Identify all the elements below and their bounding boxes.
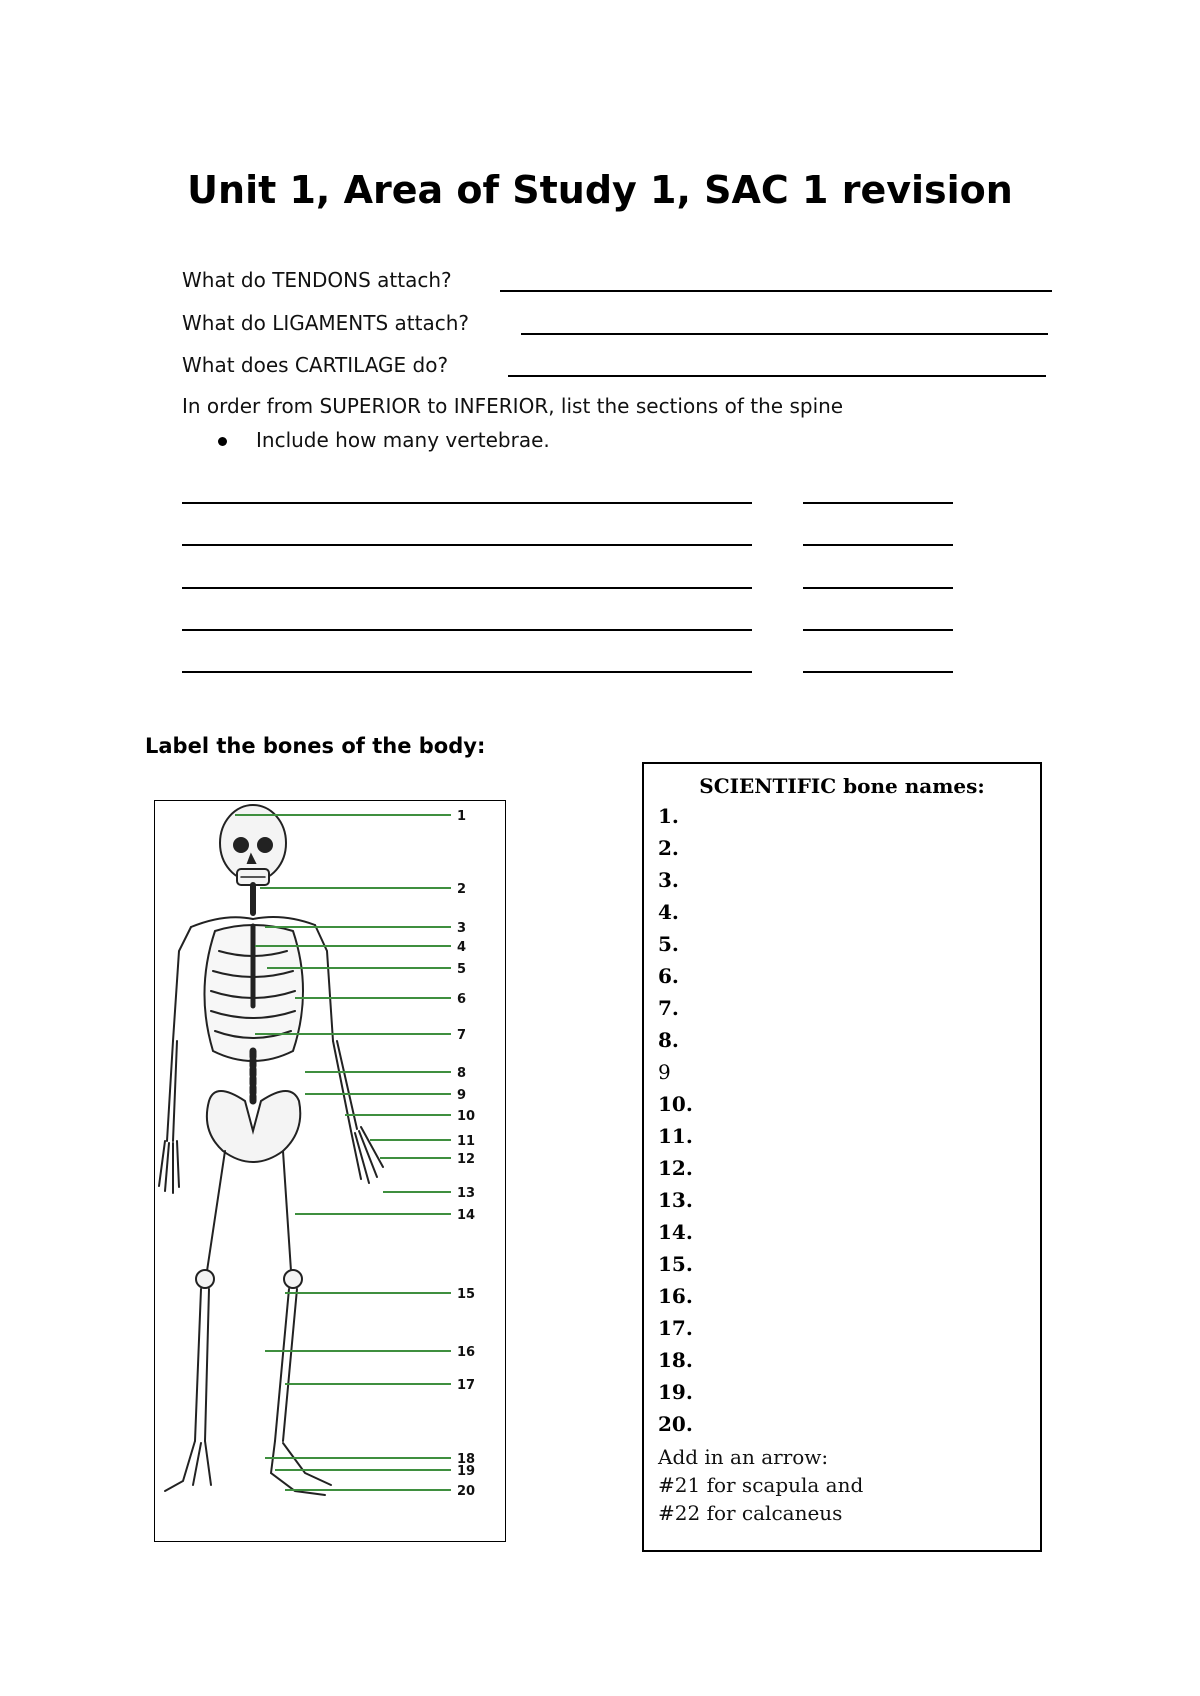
bone-name-item[interactable]: 18. — [658, 1348, 693, 1372]
spine-section-line[interactable] — [182, 671, 752, 673]
bone-name-item[interactable]: 20. — [658, 1412, 693, 1436]
diagram-number-label: 13 — [457, 1186, 476, 1201]
diagram-number-label: 9 — [457, 1088, 467, 1103]
vertebrae-count-line[interactable] — [803, 502, 953, 504]
arrow-instruction-calcaneus: #22 for calcaneus — [658, 1501, 843, 1525]
question-spine-order: In order from SUPERIOR to INFERIOR, list the sections of the spine — [182, 394, 844, 418]
diagram-number-label: 4 — [457, 940, 467, 955]
bone-names-box — [642, 762, 1042, 1552]
label-bones-heading: Label the bones of the body: — [145, 734, 486, 758]
bone-name-item[interactable]: 4. — [658, 900, 679, 924]
bone-name-item[interactable]: 16. — [658, 1284, 693, 1308]
diagram-number-label: 2 — [457, 882, 467, 897]
diagram-number-label: 14 — [457, 1208, 476, 1223]
bone-name-item[interactable]: 6. — [658, 964, 679, 988]
answer-line-tendons[interactable] — [500, 290, 1052, 292]
skeleton-illustration — [155, 801, 507, 1543]
diagram-number-label: 19 — [457, 1464, 476, 1479]
bone-names-title: SCIENTIFIC bone names: — [699, 774, 985, 798]
bullet-text: Include how many vertebrae. — [256, 428, 550, 452]
bone-name-item[interactable]: 8. — [658, 1028, 679, 1052]
diagram-number-label: 5 — [457, 962, 467, 977]
page-title: Unit 1, Area of Study 1, SAC 1 revision — [187, 168, 1013, 212]
bone-name-item[interactable]: 1. — [658, 804, 679, 828]
bone-name-item[interactable]: 14. — [658, 1220, 693, 1244]
bone-name-item[interactable]: 5. — [658, 932, 679, 956]
diagram-number-label: 12 — [457, 1152, 476, 1167]
vertebrae-count-line[interactable] — [803, 587, 953, 589]
vertebrae-count-line[interactable] — [803, 544, 953, 546]
arrow-instruction-scapula: #21 for scapula and — [658, 1473, 864, 1497]
bone-name-item[interactable]: 17. — [658, 1316, 693, 1340]
bone-name-item[interactable]: 19. — [658, 1380, 693, 1404]
arrow-instruction: Add in an arrow: — [658, 1445, 829, 1469]
bullet-dot — [218, 437, 227, 446]
spine-section-line[interactable] — [182, 629, 752, 631]
diagram-number-label: 6 — [457, 992, 467, 1007]
diagram-number-label: 8 — [457, 1066, 467, 1081]
bone-name-item[interactable]: 7. — [658, 996, 679, 1020]
bone-name-item[interactable]: 10. — [658, 1092, 693, 1116]
diagram-number-label: 1 — [457, 809, 467, 824]
vertebrae-count-line[interactable] — [803, 671, 953, 673]
diagram-number-label: 11 — [457, 1134, 476, 1149]
bone-name-item[interactable]: 15. — [658, 1252, 693, 1276]
diagram-number-label: 7 — [457, 1028, 467, 1043]
bone-name-item[interactable]: 11. — [658, 1124, 693, 1148]
diagram-number-label: 17 — [457, 1378, 476, 1393]
bone-name-item[interactable]: 9 — [658, 1060, 671, 1084]
question-tendons: What do TENDONS attach? — [182, 268, 452, 292]
question-cartilage: What does CARTILAGE do? — [182, 353, 449, 377]
spine-section-line[interactable] — [182, 544, 752, 546]
diagram-number-label: 16 — [457, 1345, 476, 1360]
spine-section-line[interactable] — [182, 587, 752, 589]
diagram-number-label: 15 — [457, 1287, 476, 1302]
diagram-number-label: 10 — [457, 1109, 476, 1124]
diagram-number-label: 18 — [457, 1452, 476, 1467]
bone-name-item[interactable]: 3. — [658, 868, 679, 892]
spine-section-line[interactable] — [182, 502, 752, 504]
question-ligaments: What do LIGAMENTS attach? — [182, 311, 470, 335]
diagram-number-label: 20 — [457, 1484, 476, 1499]
answer-line-ligaments[interactable] — [521, 333, 1048, 335]
bone-name-item[interactable]: 12. — [658, 1156, 693, 1180]
answer-line-cartilage[interactable] — [508, 375, 1046, 377]
skeleton-diagram — [154, 800, 506, 1542]
bone-name-item[interactable]: 13. — [658, 1188, 693, 1212]
vertebrae-count-line[interactable] — [803, 629, 953, 631]
bone-name-item[interactable]: 2. — [658, 836, 679, 860]
diagram-number-label: 3 — [457, 921, 467, 936]
